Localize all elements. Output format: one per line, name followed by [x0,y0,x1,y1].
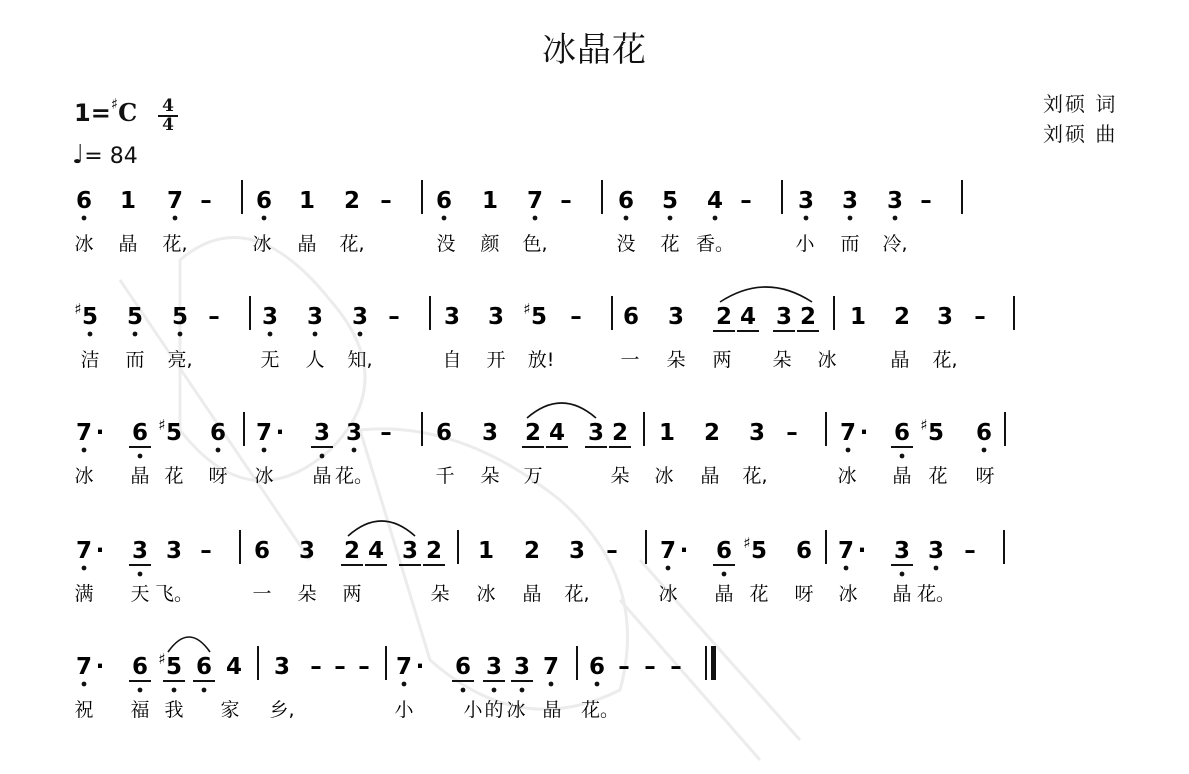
lyric-char: 两 [712,349,732,371]
note-digit: 3 [748,420,766,446]
lyric-char: 花。 [334,465,374,487]
octave-dot [216,448,221,453]
lyric-char: 晶 [542,699,562,721]
note-digit: 1 [481,188,499,214]
lyric-char: 冷, [882,233,908,255]
octave-dot [138,688,143,693]
octave-dot [173,216,178,221]
note-digit: – [560,188,572,214]
note-digit: – [920,188,932,214]
note-digit: 3 [841,188,859,214]
lyric-char: 亮, [167,349,193,371]
note-digit: – [740,188,752,214]
octave-dot [442,216,447,221]
note-digit: 1 [119,188,137,214]
note-digit: · [859,420,869,446]
octave-dot [900,572,905,577]
note-digit: – [964,538,976,564]
note-digit: 3 [893,538,911,564]
note-digit: · [275,420,285,446]
note-digit: 7 [75,654,93,680]
note-digit: 5 [661,188,679,214]
lyric-char: 色, [522,233,548,255]
note-digit: – [200,188,212,214]
octave-dot [900,454,905,459]
note-digit: – [334,654,346,680]
note-digit: 6 [131,420,149,446]
octave-dot [533,216,538,221]
octave-dot [982,448,987,453]
final-bar-line [711,646,716,680]
note-digit: 6 [195,654,213,680]
note-digit: 3 [345,420,363,446]
note-digit: 2 [523,538,541,564]
sharp-sign: ♯ [158,650,166,668]
lyric-char: 晶 [118,233,138,255]
note-digit: 6 [435,420,453,446]
lyric-char: 晶 [892,465,912,487]
lyric-char: 朵 [297,583,317,605]
note-digit: 2 [524,420,542,446]
lyric-char: 小 [463,699,483,721]
note-digit: 5 [530,304,548,330]
note-digit: 3 [298,538,316,564]
lyric-char: 呀 [794,583,814,605]
lyric-char: 朵 [430,583,450,605]
lyric-char: 颜 [480,233,500,255]
octave-dot [595,682,600,687]
note-digit: 6 [255,188,273,214]
note-digit: 3 [273,654,291,680]
note-digit: 3 [481,420,499,446]
octave-dot [934,566,939,571]
note-digit: 1 [658,420,676,446]
lyric-char: 冰 [838,583,858,605]
lyric-char: 没 [436,233,456,255]
note-digit: – [208,304,220,330]
lyric-char: 晶 [714,583,734,605]
note-digit: 7 [255,420,273,446]
octave-dot [178,332,183,337]
octave-dot [549,682,554,687]
note-digit: 4 [548,420,566,446]
lyric-char: 无 [260,349,280,371]
octave-dot [846,448,851,453]
note-digit: 2 [343,188,361,214]
octave-dot [262,216,267,221]
note-digit: 5 [126,304,144,330]
note-digit: – [670,654,682,680]
lyric-char: 花, [932,349,958,371]
lyric-char: 晶 [892,583,912,605]
octave-dot [461,688,466,693]
octave-dot [666,566,671,571]
lyric-char: 朵 [610,465,630,487]
lyric-char: 我 [164,699,184,721]
note-digit: 3 [513,654,531,680]
octave-dot [848,216,853,221]
lyric-char: 晶 [700,465,720,487]
note-digit: 3 [165,538,183,564]
note-digit: 2 [425,538,443,564]
lyric-char: 天 [130,583,150,605]
lyric-char: 人 [305,349,325,371]
octave-dot [268,332,273,337]
lyric-char: 呀 [975,465,995,487]
octave-dot [713,216,718,221]
octave-dot [492,688,497,693]
lyric-char: 晶 [312,465,332,487]
lyric-char: 小 [795,233,815,255]
note-digit: 5 [171,304,189,330]
note-digit: 2 [703,420,721,446]
note-digit: · [857,538,867,564]
note-digit: 3 [131,538,149,564]
note-digit: 3 [667,304,685,330]
note-digit: – [380,188,392,214]
lyric-char: 而 [840,233,860,255]
note-digit: · [95,538,105,564]
lyric-char: 冰 [837,465,857,487]
note-digit: 2 [893,304,911,330]
note-digit: 6 [622,304,640,330]
lyric-char: 花, [742,465,768,487]
note-digit: 7 [166,188,184,214]
octave-dot [82,216,87,221]
note-digit: 4 [739,304,757,330]
note-digit: 3 [351,304,369,330]
lyric-char: 洁 [80,349,100,371]
lyric-char: 朵 [480,465,500,487]
lyric-char: 花。 [580,699,620,721]
lyric-char: 晶 [890,349,910,371]
note-digit: 7 [659,538,677,564]
note-digit: 5 [165,420,183,446]
note-digit: 5 [927,420,945,446]
note-digit: – [618,654,630,680]
note-digit: · [679,538,689,564]
note-digit: – [358,654,370,680]
lyric-char: 冰 [506,699,526,721]
sharp-sign: ♯ [74,300,82,318]
note-digit: 6 [454,654,472,680]
note-digit: 6 [975,420,993,446]
lyric-char: 冰 [252,233,272,255]
octave-dot [138,572,143,577]
note-digit: 4 [706,188,724,214]
note-digit: 3 [587,420,605,446]
octave-dot [313,332,318,337]
slur-arc [348,521,415,536]
lyric-char: 小 [394,699,414,721]
note-digit: 3 [487,304,505,330]
lyric-char: 冰 [74,465,94,487]
lyric-char: 花 [660,233,680,255]
note-digit: · [415,654,425,680]
octave-dot [893,216,898,221]
note-digit: 3 [261,304,279,330]
lyric-char: 花 [164,465,184,487]
lyric-char: 晶 [130,465,150,487]
octave-dot [202,688,207,693]
octave-dot [624,216,629,221]
lyricist-credit: 刘硕 词 [1043,92,1118,116]
note-digit: 6 [893,420,911,446]
lyric-char: 飞。 [154,583,194,605]
note-digit: 7 [75,420,93,446]
note-digit: 3 [775,304,793,330]
note-digit: 6 [131,654,149,680]
note-digit: 2 [715,304,733,330]
note-digit: 3 [927,538,945,564]
lyric-char: 两 [342,583,362,605]
note-digit: 7 [526,188,544,214]
octave-dot [172,688,177,693]
octave-dot [722,572,727,577]
octave-dot [82,566,87,571]
note-digit: – [200,538,212,564]
note-digit: 3 [401,538,419,564]
octave-dot [668,216,673,221]
note-digit: – [606,538,618,564]
octave-dot [320,454,325,459]
lyric-char: 花 [928,465,948,487]
lyric-char: 知, [347,349,373,371]
octave-dot [82,682,87,687]
lyric-char: 呀 [208,465,228,487]
slur-arc [527,403,596,418]
lyric-char: 朵 [772,349,792,371]
lyric-char: 一 [620,349,640,371]
octave-dot [358,332,363,337]
octave-dot [88,332,93,337]
note-digit: 7 [542,654,560,680]
lyric-char: 冰 [654,465,674,487]
note-digit: – [570,304,582,330]
lyric-char: 祝 [74,699,94,721]
note-digit: 4 [367,538,385,564]
composer-credit: 刘硕 曲 [1043,122,1118,146]
note-digit: 6 [435,188,453,214]
note-digit: 6 [75,188,93,214]
note-digit: – [644,654,656,680]
octave-dot [352,448,357,453]
note-digit: 5 [81,304,99,330]
lyric-char: 冰 [74,233,94,255]
note-digit: 2 [611,420,629,446]
note-digit: 5 [750,538,768,564]
note-digit: 3 [886,188,904,214]
sharp-sign: ♯ [743,534,751,552]
note-digit: – [786,420,798,446]
lyric-char: 没 [616,233,636,255]
note-digit: 7 [839,420,857,446]
octave-dot [138,454,143,459]
tempo-marking: ♩= 84 [72,140,138,170]
key-signature: 1=♯C [74,95,138,127]
lyric-char: 花 [749,583,769,605]
lyric-char: 放! [527,349,555,371]
note-digit: 3 [936,304,954,330]
note-digit: 6 [253,538,271,564]
quarter-note-icon: ♩ [72,140,85,170]
note-digit: 7 [837,538,855,564]
note-digit: 4 [225,654,243,680]
note-digit: · [95,420,105,446]
note-digit: 6 [617,188,635,214]
meter-bottom: 4 [162,115,174,135]
lyric-char: 冰 [817,349,837,371]
note-digit: 2 [799,304,817,330]
note-digit: 3 [568,538,586,564]
octave-dot [402,682,407,687]
note-digit: 6 [588,654,606,680]
lyric-char: 花, [564,583,590,605]
octave-dot [804,216,809,221]
note-digit: 1 [298,188,316,214]
lyric-char: 冰 [254,465,274,487]
lyric-char: 福 [130,699,150,721]
lyric-char: 满 [74,583,94,605]
lyric-char: 冰 [658,583,678,605]
note-digit: 3 [313,420,331,446]
note-digit: 1 [477,538,495,564]
lyric-char: 香。 [695,233,735,255]
song-title: 冰晶花 [542,30,647,70]
lyric-char: 自 [442,349,462,371]
octave-dot [133,332,138,337]
note-digit: · [95,654,105,680]
slur-arc [720,287,812,302]
octave-dot [82,448,87,453]
lyric-char: 乡, [269,699,295,721]
lyric-char: 千 [435,465,455,487]
note-digit: 1 [849,304,867,330]
lyric-char: 花, [162,233,188,255]
lyric-char: 朵 [666,349,686,371]
lyric-char: 家 [220,699,240,721]
lyric-char: 一 [252,583,272,605]
lyric-char: 的 [484,699,504,721]
lyric-char: 花。 [916,583,956,605]
meter-top: 4 [162,96,174,116]
sharp-sign: ♯ [158,416,166,434]
note-digit: 6 [209,420,227,446]
lyric-char: 而 [125,349,145,371]
lyric-char: 花, [339,233,365,255]
note-digit: – [974,304,986,330]
lyric-char: 万 [523,465,543,487]
octave-dot [262,448,267,453]
octave-dot [520,688,525,693]
note-digit: 2 [343,538,361,564]
note-digit: 6 [795,538,813,564]
lyric-char: 开 [486,349,506,371]
octave-dot [844,566,849,571]
lyric-char: 晶 [297,233,317,255]
note-digit: – [380,420,392,446]
slur-arc [168,637,210,652]
note-digit: 5 [165,654,183,680]
note-digit: 7 [75,538,93,564]
sharp-sign: ♯ [523,300,531,318]
note-digit: 7 [395,654,413,680]
note-digit: 3 [306,304,324,330]
note-digit: 3 [443,304,461,330]
note-digit: – [310,654,322,680]
note-digit: 6 [715,538,733,564]
note-digit: 3 [797,188,815,214]
lyric-char: 冰 [476,583,496,605]
note-digit: – [388,304,400,330]
lyric-char: 晶 [522,583,542,605]
note-digit: 3 [485,654,503,680]
sharp-sign: ♯ [920,416,928,434]
